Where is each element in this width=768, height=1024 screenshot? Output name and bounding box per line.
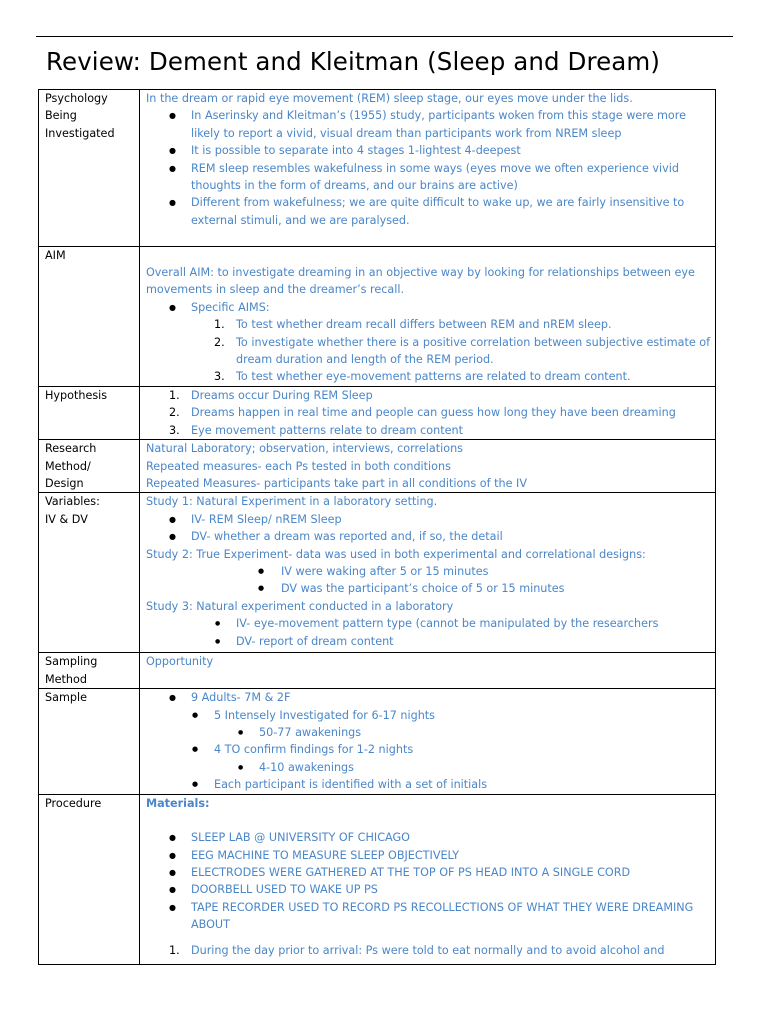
row-label: AIM	[39, 247, 140, 387]
row-content: Study 1: Natural Experiment in a laboratory setting. ● IV- REM Sleep/ nREM Sleep ● DV- whether a dream was reported and, if so, the detail Study 2: True Experiment- data was used in both experimental and correlational designs: ● IV were waking after 5 or 15 minutes ● DV was the participant’s choice of 5 or 15 minutes Study 3: Natural experiment conducted in a laboratory ● IV- eye-movement pattern type (cannot be manipulated by the researchers ● DV- report of dream content	[140, 493, 716, 653]
row-label: Psychology Being Investigated	[39, 90, 140, 247]
list-item: ● 5 Intensely Investigated for 6-17 nights	[146, 707, 709, 724]
list-item: 3. Eye movement patterns relate to dream content	[169, 423, 463, 437]
list-item: ● Specific AIMS:	[146, 299, 709, 316]
review-table	[38, 89, 716, 965]
list-item: ● 4-10 awakenings	[146, 759, 709, 776]
list-item: ● TAPE RECORDER USED TO RECORD PS RECOLLECTIONS OF WHAT THEY WERE DREAMING ABOUT	[146, 899, 709, 934]
list-item: ● REM sleep resembles wakefulness in some ways (eyes move we often experience vivid thoughts in the form of dreams, and our brains are active)	[146, 160, 709, 195]
row-label: Sampling Method	[39, 653, 140, 689]
list-item: ● Different from wakefulness; we are quite difficult to wake up, we are fairly insensitive to external stimuli, and we are paralysed.	[146, 194, 709, 229]
list-item: ● IV were waking after 5 or 15 minutes	[146, 563, 709, 580]
list-item: ● ELECTRODES WERE GATHERED AT THE TOP OF PS HEAD INTO A SINGLE CORD	[146, 864, 709, 881]
row-label: Variables: IV & DV	[39, 493, 140, 653]
list-item: 1. Dreams occur During REM Sleep	[169, 389, 373, 402]
psych-intro: In the dream or rapid eye movement (REM) sleep stage, our eyes move under the lids.	[146, 92, 633, 105]
table-row	[39, 247, 716, 387]
list-item: ● 50-77 awakenings	[146, 724, 709, 741]
list-item: ● EEG MACHINE TO MEASURE SLEEP OBJECTIVELY	[146, 847, 709, 864]
list-item: ● DV was the participant’s choice of 5 or 15 minutes	[146, 580, 709, 597]
row-label: Procedure	[39, 794, 140, 964]
row-content	[140, 689, 716, 794]
list-item: ● IV- REM Sleep/ nREM Sleep	[146, 511, 709, 528]
list-item: ● DOORBELL USED TO WAKE UP PS	[146, 881, 709, 898]
materials-heading: Materials:	[146, 796, 210, 810]
header-rule	[36, 36, 733, 37]
table-row	[39, 90, 716, 247]
row-content: Opportunity	[140, 653, 716, 689]
list-item: 3. To test whether eye-movement patterns are related to dream content.	[214, 370, 631, 384]
list-item: 2. To investigate whether there is a positive correlation between subjective estimate of dream duration and length of the REM period.	[214, 335, 711, 367]
table-row	[39, 493, 716, 653]
table-row	[39, 653, 716, 689]
list-item: ● 4 TO confirm findings for 1-2 nights	[146, 741, 709, 758]
row-content	[140, 387, 716, 440]
list-item: 1. To test whether dream recall differs between REM and nREM sleep.	[214, 318, 612, 332]
list-item: ● It is possible to separate into 4 stages 1-lightest 4-deepest	[146, 142, 709, 159]
row-content	[140, 794, 716, 964]
row-content	[140, 90, 716, 247]
row-content: Natural Laboratory; observation, interviews, correlations Repeated measures- each Ps tested in both conditions Repeated Measures- participants take part in all conditions of the IV	[140, 440, 716, 493]
list-item: ● Each participant is identified with a set of initials	[146, 776, 709, 793]
list-item: ● DV- report of dream content	[146, 633, 709, 650]
table-row	[39, 794, 716, 964]
table-row	[39, 440, 716, 493]
list-item: 2. Dreams happen in real time and people can guess how long they have been dreaming	[169, 406, 676, 420]
list-item: ● DV- whether a dream was reported and, if so, the detail	[146, 528, 709, 545]
list-item: ● IV- eye-movement pattern type (cannot be manipulated by the researchers	[146, 615, 709, 632]
row-label: Research Method/ Design	[39, 440, 140, 493]
row-content: Overall AIM: to investigate dreaming in an objective way by looking for relationships between eye movements in sleep and the dreamer’s recall. ● Specific AIMS: 1. To test whether dream recall differs between REM and nREM sleep. 2. To investigate whether there is a positive correlation between subjective estimate of dream duration and length of the REM period. 3. To test whether eye-movement patterns are related to dream content.	[140, 247, 716, 387]
list-item: 1. During the day prior to arrival: Ps were told to eat normally and to avoid alcohol and	[169, 943, 665, 957]
row-label: Hypothesis	[39, 387, 140, 440]
page-title: Review: Dement and Kleitman (Sleep and Dream)	[46, 47, 661, 76]
list-item: ● 9 Adults- 7M & 2F	[146, 689, 709, 706]
table-row	[39, 387, 716, 440]
table-row	[39, 689, 716, 794]
list-item: ● In Aserinsky and Kleitman’s (1955) study, participants woken from this stage were more likely to report a vivid, visual dream than participants work from NREM sleep	[146, 107, 709, 142]
row-label: Sample	[39, 689, 140, 794]
list-item: ● SLEEP LAB @ UNIVERSITY OF CHICAGO	[146, 829, 709, 846]
